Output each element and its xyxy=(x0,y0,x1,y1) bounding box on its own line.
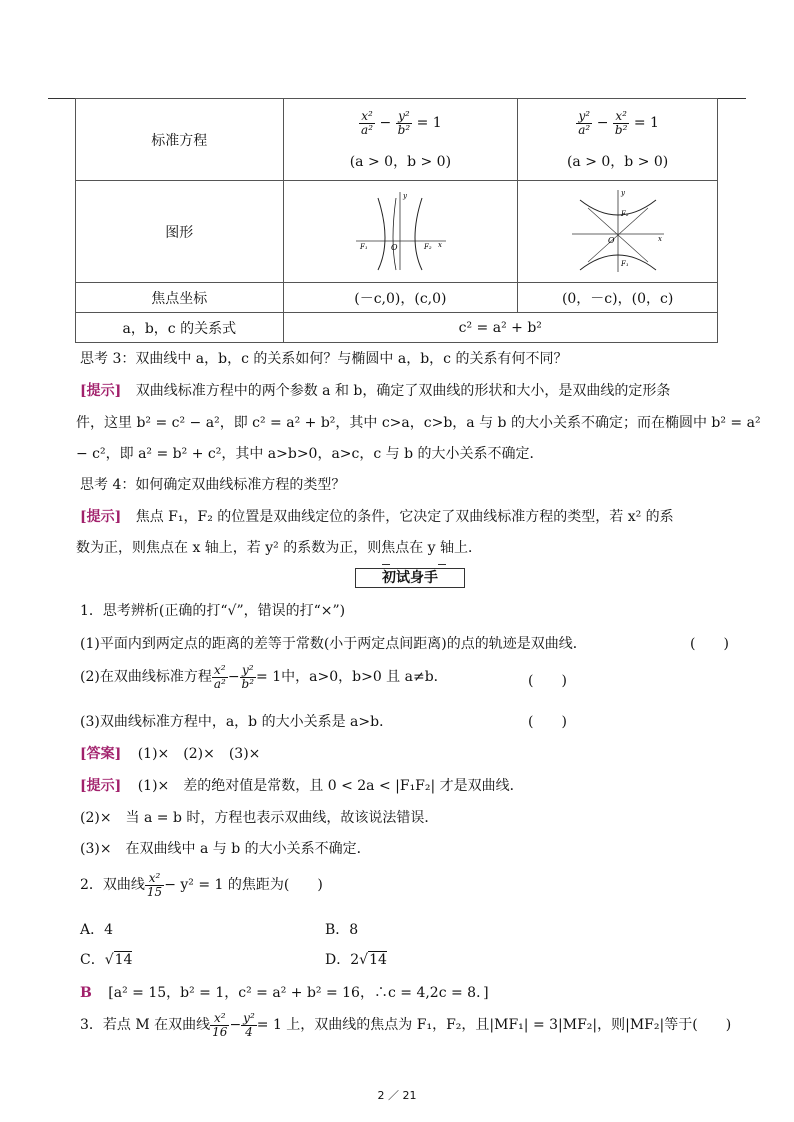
equation-y-axis xyxy=(518,99,718,181)
answer-blank: ( ) xyxy=(690,636,729,652)
statement-part: (2)在双曲线标准方程 xyxy=(80,669,212,686)
hint-text: 件，这里 b² = c² − a²，即 c² = a² + b²，其中 c>a，c>b，a 与 b 的大小关系不确定；而在椭圆中 b² = a² xyxy=(76,415,761,431)
option-c-label: C． xyxy=(80,952,105,968)
fraction-numerator: x² xyxy=(145,872,164,886)
think3-question: 思考 3：双曲线中 a，b，c 的关系如何？与椭圆中 a，b，c 的关系有何不同？ xyxy=(80,351,568,367)
answer-blank: ( ) xyxy=(528,714,567,730)
sqrt-icon: √ xyxy=(104,952,114,968)
table-row xyxy=(76,181,718,283)
option-a: A．4 xyxy=(80,922,114,938)
hyperbola-y-graph xyxy=(568,186,668,274)
question-text: = 1 上，双曲线的焦点为 F₁，F₂，且|MF₁| = 3|MF₂|，则|MF₂|等于( ) xyxy=(256,1017,732,1034)
question-title: 1．思考辨析(正确的打“√”，错误的打“×”) xyxy=(80,603,346,619)
focus-label: F₁ xyxy=(620,259,629,268)
equation-rhs: = 1 xyxy=(256,669,282,686)
page-number: 2 ／ 21 xyxy=(377,1089,417,1102)
minus-sign: − xyxy=(229,1017,242,1034)
fraction-denominator: a² xyxy=(578,123,591,137)
axis-label: x xyxy=(657,234,662,243)
graph-y-axis-cell xyxy=(518,181,718,283)
origin-label: O xyxy=(607,235,615,245)
statement: (1)平面内到两定点的距离的差等于常数(小于两定点间距离)的点的轨迹是双曲线． xyxy=(80,636,587,652)
row-label: 图形 xyxy=(76,181,284,283)
radicand: 14 xyxy=(114,952,133,968)
fraction-numerator: x² xyxy=(212,664,228,678)
question-text: 2．双曲线 xyxy=(80,877,145,894)
hint-text: (3)× 在双曲线中 a 与 b 的大小关系不确定． xyxy=(80,841,371,857)
fraction-denominator: b² xyxy=(241,676,255,691)
option-d-label: D．2 xyxy=(325,952,360,968)
table-row xyxy=(76,99,718,181)
minus-sign: − xyxy=(379,115,392,132)
fraction-denominator: 15 xyxy=(146,884,163,899)
hint-text: 焦点 F₁，F₂ 的位置是双曲线定位的条件，它决定了双曲线标准方程的类型，若 x² 的系 xyxy=(135,509,674,525)
equation-rhs: = 1 xyxy=(633,115,659,132)
relation-formula: c² = a² + b² xyxy=(283,313,717,343)
hint-text: (2)× 当 a = b 时，方程也表示双曲线，故该说法错误． xyxy=(80,810,439,826)
answer-blank: ( ) xyxy=(528,673,567,689)
hint-text: − c²，即 a² = b² + c²，其中 a>b>0，a>c，c 与 b 的大小关系不确定． xyxy=(76,446,544,462)
axis-label: x xyxy=(438,240,443,249)
question-text: 3．若点 M 在双曲线 xyxy=(80,1017,211,1034)
fraction-numerator: x² xyxy=(359,110,375,124)
sqrt-icon: √ xyxy=(359,952,369,968)
hyperbola-x-graph xyxy=(350,186,450,274)
axis-label: y xyxy=(620,188,625,197)
hint-tag: [提示] xyxy=(80,509,122,525)
statement-part: 中，a>0，b>0 且 a≠b． xyxy=(281,669,448,686)
condition: (a > 0，b > 0) xyxy=(566,153,669,170)
fraction-denominator: a² xyxy=(213,676,226,691)
fraction-denominator: b² xyxy=(397,123,411,137)
fraction-denominator: 4 xyxy=(245,1024,253,1039)
option-b: B．8 xyxy=(325,922,359,938)
fraction-numerator: y² xyxy=(240,664,257,678)
answer-explanation: [a² = 15，b² = 1，c² = a² + b² = 16，∴c = 4,2c = 8．] xyxy=(108,985,489,1001)
think4-question: 思考 4：如何确定双曲线标准方程的类型？ xyxy=(80,477,346,493)
foci-x-axis: (－c,0)，(c,0) xyxy=(283,283,518,313)
fraction-denominator: 16 xyxy=(212,1024,228,1039)
graph-x-axis-cell xyxy=(283,181,518,283)
fraction-numerator: y² xyxy=(576,110,592,124)
row-label: 标准方程 xyxy=(76,99,284,181)
radicand: 14 xyxy=(369,952,387,968)
question-text: − y² = 1 的焦距为( ) xyxy=(164,877,323,894)
row-label: a，b，c 的关系式 xyxy=(76,313,284,343)
origin-label: O xyxy=(391,242,398,252)
foci-y-axis: (0，－c)，(0，c) xyxy=(518,283,718,313)
answer-letter: B xyxy=(80,985,92,1001)
section-banner: 初试身手 xyxy=(355,568,465,588)
answer-text: (1)× (2)× (3)× xyxy=(137,746,261,762)
row-label: 焦点坐标 xyxy=(76,283,284,313)
hint-text: (1)× 差的绝对值是常数，且 0 < 2a < |F₁F₂| 才是双曲线． xyxy=(137,778,524,794)
condition: (a > 0，b > 0) xyxy=(349,153,452,170)
hint-tag: [提示] xyxy=(80,383,122,399)
hyperbola-table xyxy=(75,98,718,343)
answer-tag: [答案] xyxy=(80,746,122,762)
fraction-numerator: y² xyxy=(243,1011,255,1025)
table-row xyxy=(76,313,718,343)
minus-sign: − xyxy=(227,669,240,686)
focus-label: F₂ xyxy=(620,209,629,218)
minus-sign: − xyxy=(596,115,609,132)
statement: (3)双曲线标准方程中，a，b 的大小关系是 a>b． xyxy=(80,714,394,730)
hint-tag: [提示] xyxy=(80,778,122,794)
focus-label: F₁ xyxy=(360,242,369,251)
focus-label: F₂ xyxy=(424,242,433,251)
axis-label: y xyxy=(403,191,408,200)
fraction-numerator: x² xyxy=(210,1012,229,1026)
fraction-numerator: y² xyxy=(396,110,413,124)
equation-x-axis xyxy=(283,99,518,181)
fraction-denominator: a² xyxy=(361,123,374,137)
hint-text: 双曲线标准方程中的两个参数 a 和 b，确定了双曲线的形状和大小，是双曲线的定形条 xyxy=(135,383,671,399)
fraction-denominator: b² xyxy=(614,123,628,137)
hint-text: 数为正，则焦点在 x 轴上，若 y² 的系数为正，则焦点在 y 轴上． xyxy=(76,540,483,556)
fraction-numerator: x² xyxy=(613,110,630,124)
table-row xyxy=(76,283,718,313)
equation-rhs: = 1 xyxy=(416,115,442,132)
